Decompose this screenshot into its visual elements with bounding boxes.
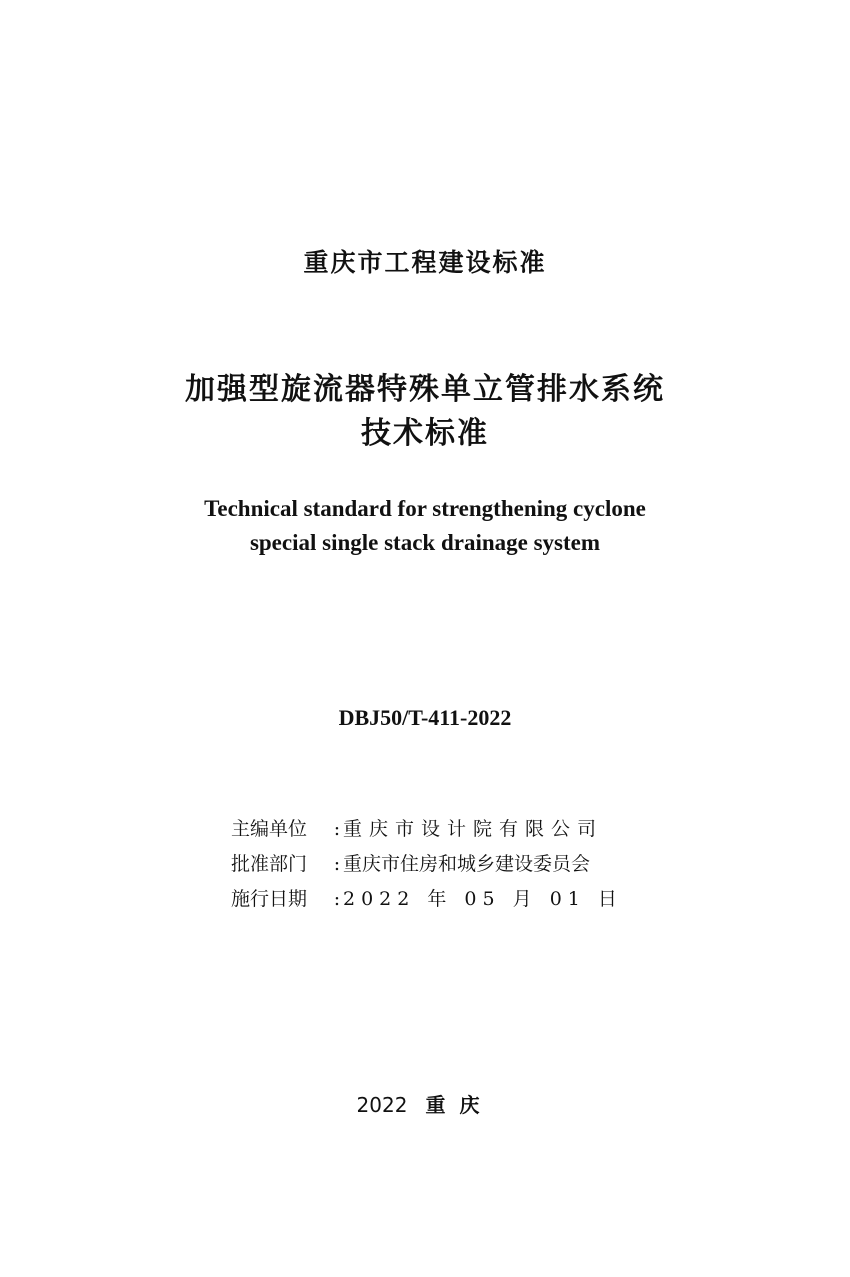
effective-date-separator: : xyxy=(333,888,341,910)
editor-row xyxy=(231,812,631,847)
title-english-line-1: Technical standard for strengthening cyclone xyxy=(204,496,646,521)
approver-separator: : xyxy=(333,853,341,875)
editor-label: 主编单位 xyxy=(231,818,308,840)
publication-info xyxy=(231,812,631,917)
standard-series-heading: 重庆市工程建设标准 xyxy=(303,248,547,277)
effective-date-row xyxy=(231,882,631,917)
approver-label: 批准部门 xyxy=(231,853,308,875)
footer-city: 重庆 xyxy=(425,1093,494,1117)
editor-separator: : xyxy=(333,818,341,840)
approver-row xyxy=(231,847,631,882)
standard-code: DBJ50/T-411-2022 xyxy=(338,705,512,730)
publication-footer xyxy=(0,1090,850,1120)
title-english-line-2: special single stack drainage system xyxy=(249,530,601,555)
document-title-english xyxy=(0,492,850,560)
effective-date-label: 施行日期 xyxy=(231,888,308,910)
title-chinese-line-1: 加强型旋流器特殊单立管排水系统 xyxy=(185,372,665,407)
document-title-chinese xyxy=(0,368,850,456)
footer-year: 2022 xyxy=(356,1093,408,1117)
editor-value: 重庆市设计院有限公司 xyxy=(343,818,604,840)
effective-date-value: 2022 年 05 月 01 日 xyxy=(343,888,623,910)
approver-value: 重庆市住房和城乡建设委员会 xyxy=(343,853,591,875)
title-chinese-line-2: 技术标准 xyxy=(361,416,489,451)
